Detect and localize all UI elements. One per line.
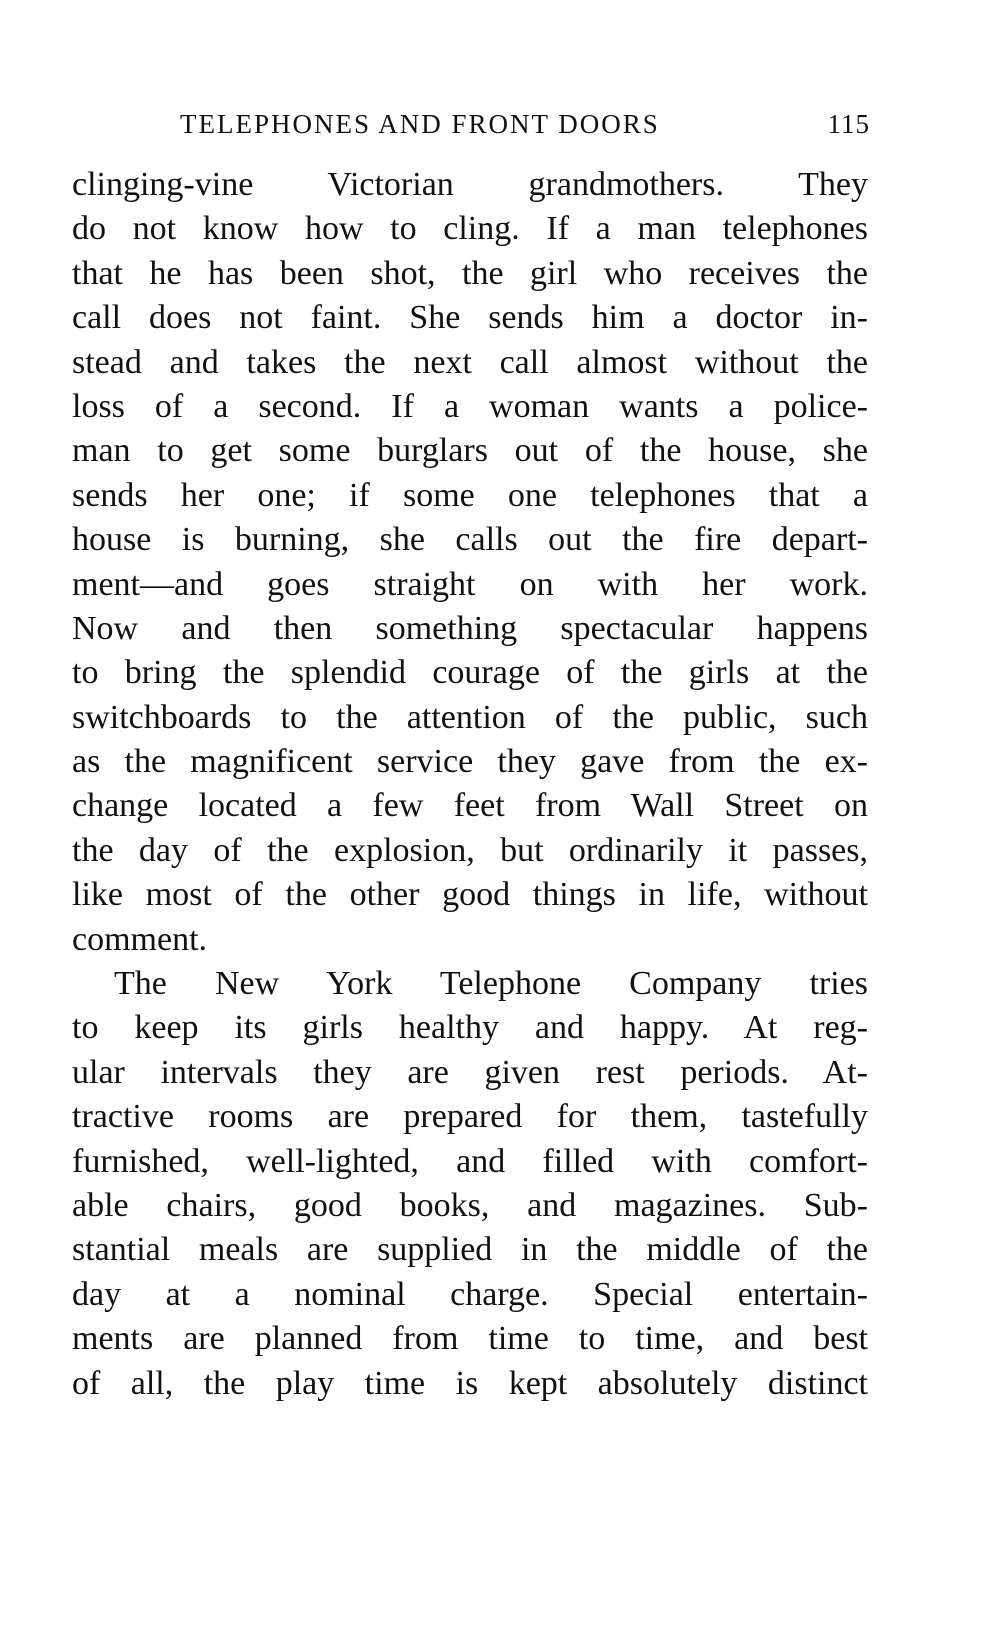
running-head <box>180 104 870 144</box>
text-line: sends her one; if some one telephones that a <box>72 476 868 514</box>
text-line: call does not faint. She sends him a doctor in- <box>72 299 868 337</box>
text-line: switchboards to the attention of the public, such <box>72 698 868 736</box>
text-line: of all, the play time is kept absolutely distinct <box>72 1364 868 1402</box>
text-line: clinging-vine Victorian grandmothers. They <box>72 166 868 203</box>
text-line: like most of the other good things in life, without <box>72 876 868 914</box>
text-line: stantial meals are supplied in the middle of the <box>72 1231 868 1269</box>
text-line: ular intervals they are given rest periods. At- <box>72 1053 868 1091</box>
text-line: do not know how to cling. If a man telephones <box>72 210 868 248</box>
text-line: loss of a second. If a woman wants a police- <box>72 387 868 425</box>
text-line: man to get some burglars out of the house, she <box>72 432 868 470</box>
text-line: that he has been shot, the girl who receives the <box>72 254 868 292</box>
text-line: to bring the splendid courage of the girls at the <box>72 654 868 692</box>
text-line: able chairs, good books, and magazines. Sub- <box>72 1186 868 1224</box>
text-line: to keep its girls healthy and happy. At reg- <box>72 1009 868 1047</box>
running-title: TELEPHONES AND FRONT DOORS <box>180 109 660 139</box>
text-line: furnished, well-lighted, and filled with comfort- <box>72 1142 868 1180</box>
text-line: change located a few feet from Wall Street on <box>72 787 868 825</box>
text-line: ments are planned from time to time, and best <box>72 1320 868 1358</box>
text-line: Now and then something spectacular happens <box>72 609 868 647</box>
text-line: the day of the explosion, but ordinarily it passes, <box>72 831 868 869</box>
text-line: stead and takes the next call almost without the <box>72 343 868 381</box>
page-number: 115 <box>827 109 870 139</box>
text-line: house is burning, she calls out the fire depart- <box>72 521 868 559</box>
text-line: ment—and goes straight on with her work. <box>72 565 868 603</box>
text-line: tractive rooms are prepared for them, tastefully <box>72 1098 868 1136</box>
text-line: day at a nominal charge. Special entertain- <box>72 1275 868 1313</box>
body-text <box>72 163 868 1406</box>
text-line: The New York Telephone Company tries <box>114 965 868 1003</box>
text-line: as the magnificent service they gave from the ex- <box>72 743 868 781</box>
text-line: comment. <box>72 920 208 958</box>
